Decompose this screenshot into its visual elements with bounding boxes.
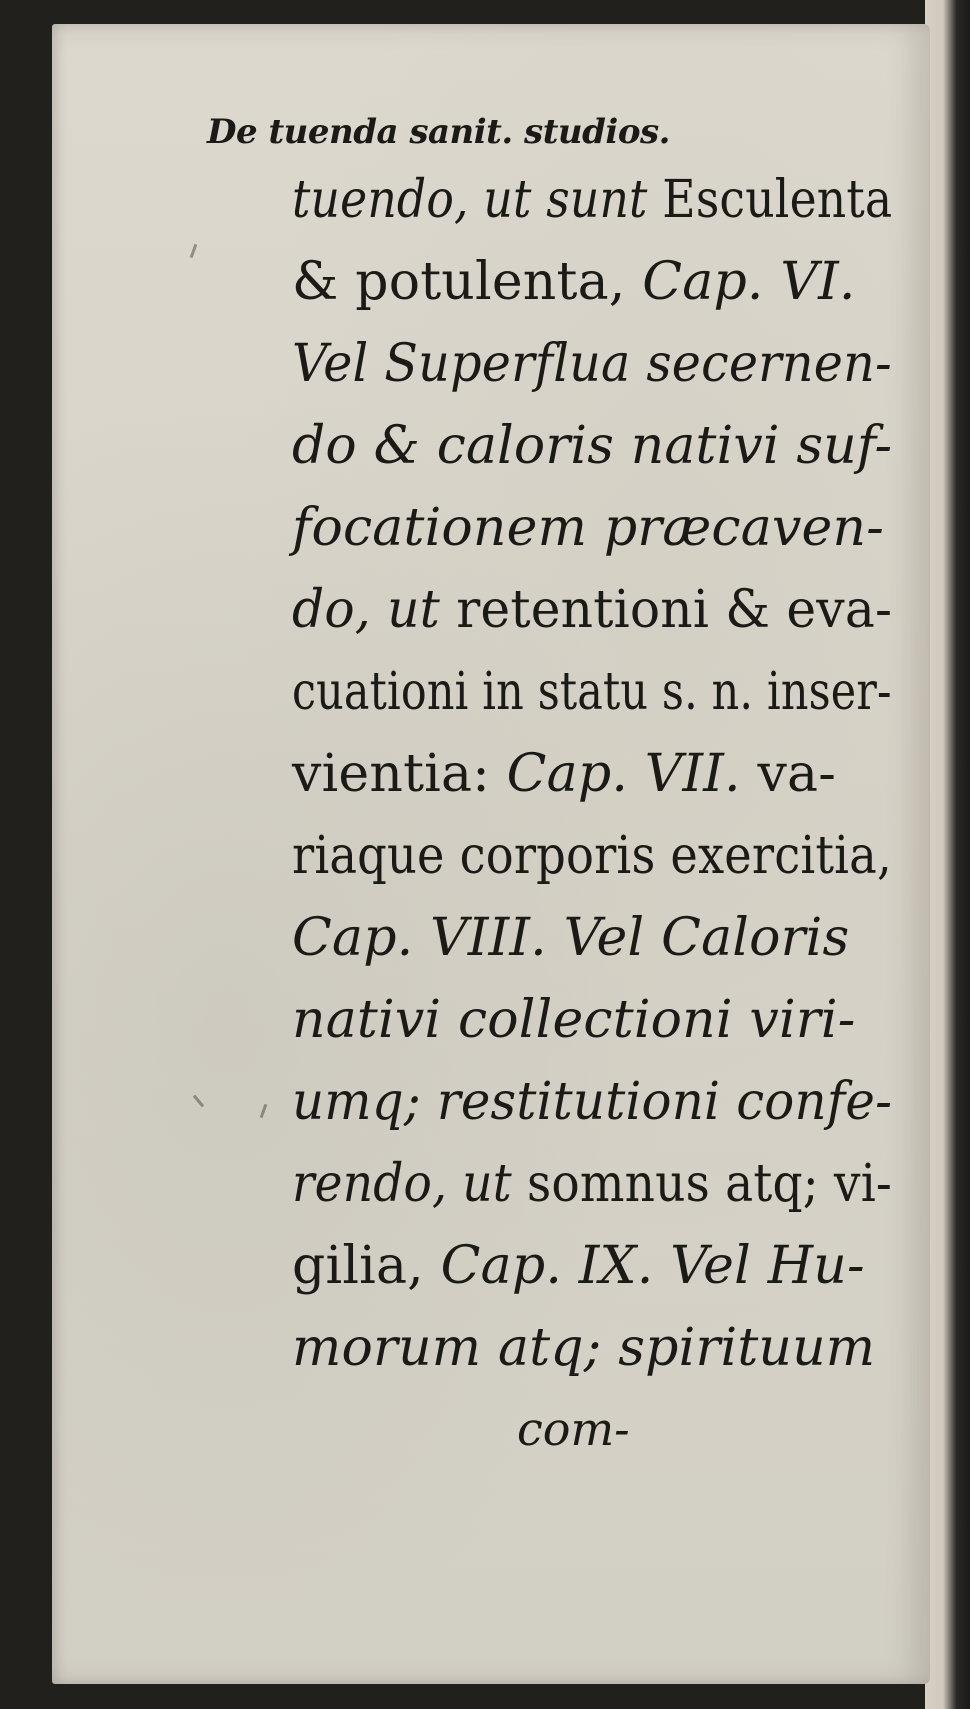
text-line: [292, 1154, 893, 1214]
text-line: [292, 744, 837, 804]
paper-speck: [260, 1104, 268, 1118]
italic-segment: Cap. IX. Vel Hu-: [440, 1236, 865, 1296]
text-line: [292, 1236, 865, 1296]
text-line: [292, 334, 892, 394]
roman-segment: va-: [757, 744, 837, 804]
roman-segment: & potulenta,: [292, 252, 643, 312]
text-line: [292, 662, 892, 722]
italic-segment: nativi collectioni viri-: [292, 990, 856, 1050]
paper-speck: [190, 244, 198, 258]
roman-segment: gilia,: [292, 1236, 441, 1296]
paper-speck: [193, 1095, 204, 1108]
italic-segment: morum atq; spirituum: [292, 1318, 876, 1378]
italic-segment: Cap. VII.: [506, 744, 758, 804]
italic-segment: do, ut: [292, 580, 457, 640]
roman-segment: somnus atq; vi-: [527, 1154, 893, 1214]
text-line: [292, 1318, 876, 1378]
roman-segment: cuationi in statu s. n. inser-: [292, 662, 892, 722]
italic-segment: Cap. VIII. Vel Caloris: [292, 908, 850, 968]
italic-segment: do & caloris nativi suf-: [292, 416, 893, 476]
catchword: com-: [517, 1402, 630, 1456]
italic-segment: Vel Superflua secernen-: [292, 334, 892, 394]
roman-segment: Esculenta: [662, 170, 893, 230]
italic-segment: rendo, ut: [292, 1154, 528, 1214]
text-line: [292, 826, 892, 886]
italic-segment: focationem præcaven-: [292, 498, 884, 558]
running-head: De tuenda sanit. studios.: [207, 112, 670, 152]
book-page: [52, 24, 930, 1684]
roman-segment: retentioni & eva-: [456, 580, 893, 640]
text-line: [292, 908, 850, 968]
text-line: [292, 252, 856, 312]
text-line: [292, 1072, 893, 1132]
text-line: [292, 170, 893, 230]
italic-segment: umq; restitutioni confe-: [292, 1072, 893, 1132]
roman-segment: vientia:: [292, 744, 507, 804]
roman-segment: riaque corporis exercitia,: [292, 826, 892, 886]
italic-segment: Cap. VI.: [642, 252, 856, 312]
text-line: [292, 416, 893, 476]
italic-segment: tuendo, ut sunt: [292, 170, 663, 230]
text-line: [292, 498, 884, 558]
next-page-edge: [925, 0, 970, 1709]
text-line: [292, 580, 893, 640]
text-line: [292, 990, 856, 1050]
